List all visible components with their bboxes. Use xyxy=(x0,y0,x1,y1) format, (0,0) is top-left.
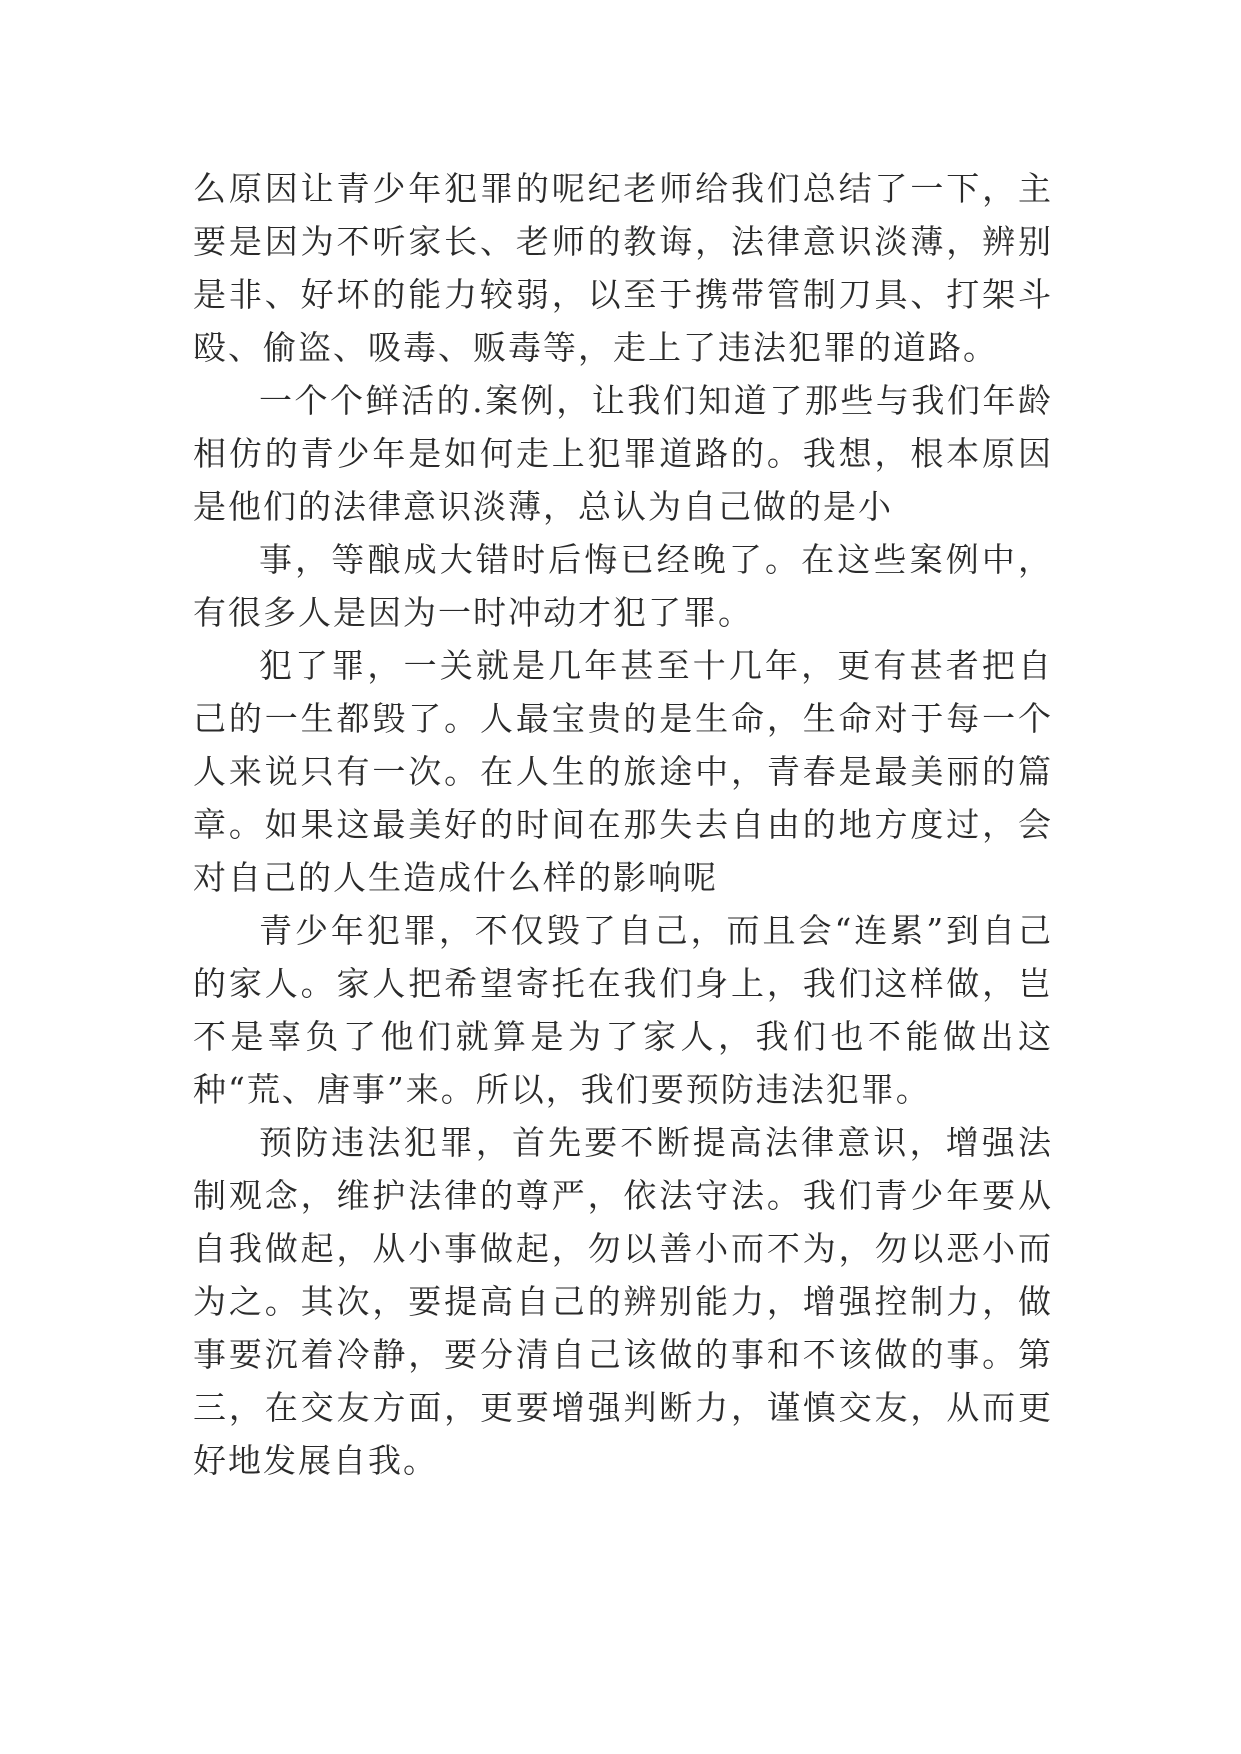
paragraph-1: 么原因让青少年犯罪的呢纪老师给我们总结了一下，主要是因为不听家长、老师的教诲，法律意识淡薄，辨别是非、好坏的能力较弱，以至于携带管制刀具、打架斗殴、偷盗、吸毒、贩毒等，走上了违法犯罪的道路。 xyxy=(193,169,1053,367)
document-body xyxy=(193,162,1053,1487)
paragraph-5: 青少年犯罪，不仅毁了自己，而且会“连累”到自己的家人。家人把希望寄托在我们身上，我们这样做，岂不是辜负了他们就算是为了家人，我们也不能做出这种“荒、唐事”来。所以，我们要预防违法犯罪。 xyxy=(193,911,1053,1109)
paragraph-2: 一个个鲜活的.案例，让我们知道了那些与我们年龄相仿的青少年是如何走上犯罪道路的。我想，根本原因是他们的法律意识淡薄，总认为自己做的是小 xyxy=(193,381,1053,526)
paragraph-6: 预防违法犯罪，首先要不断提高法律意识，增强法制观念，维护法律的尊严，依法守法。我们青少年要从自我做起，从小事做起，勿以善小而不为，勿以恶小而为之。其次，要提高自己的辨别能力，增强控制力，做事要沉着冷静，要分清自己该做的事和不该做的事。第三，在交友方面，更要增强判断力，谨慎交友，从而更好地发展自我。 xyxy=(193,1123,1053,1480)
paragraph-4: 犯了罪，一关就是几年甚至十几年，更有甚者把自己的一生都毁了。人最宝贵的是生命，生命对于每一个人来说只有一次。在人生的旅途中，青春是最美丽的篇章。如果这最美好的时间在那失去自由的地方度过，会对自己的人生造成什么样的影响呢 xyxy=(193,646,1053,897)
paragraph-3: 事，等酿成大错时后悔已经晚了。在这些案例中，有很多人是因为一时冲动才犯了罪。 xyxy=(193,540,1053,632)
